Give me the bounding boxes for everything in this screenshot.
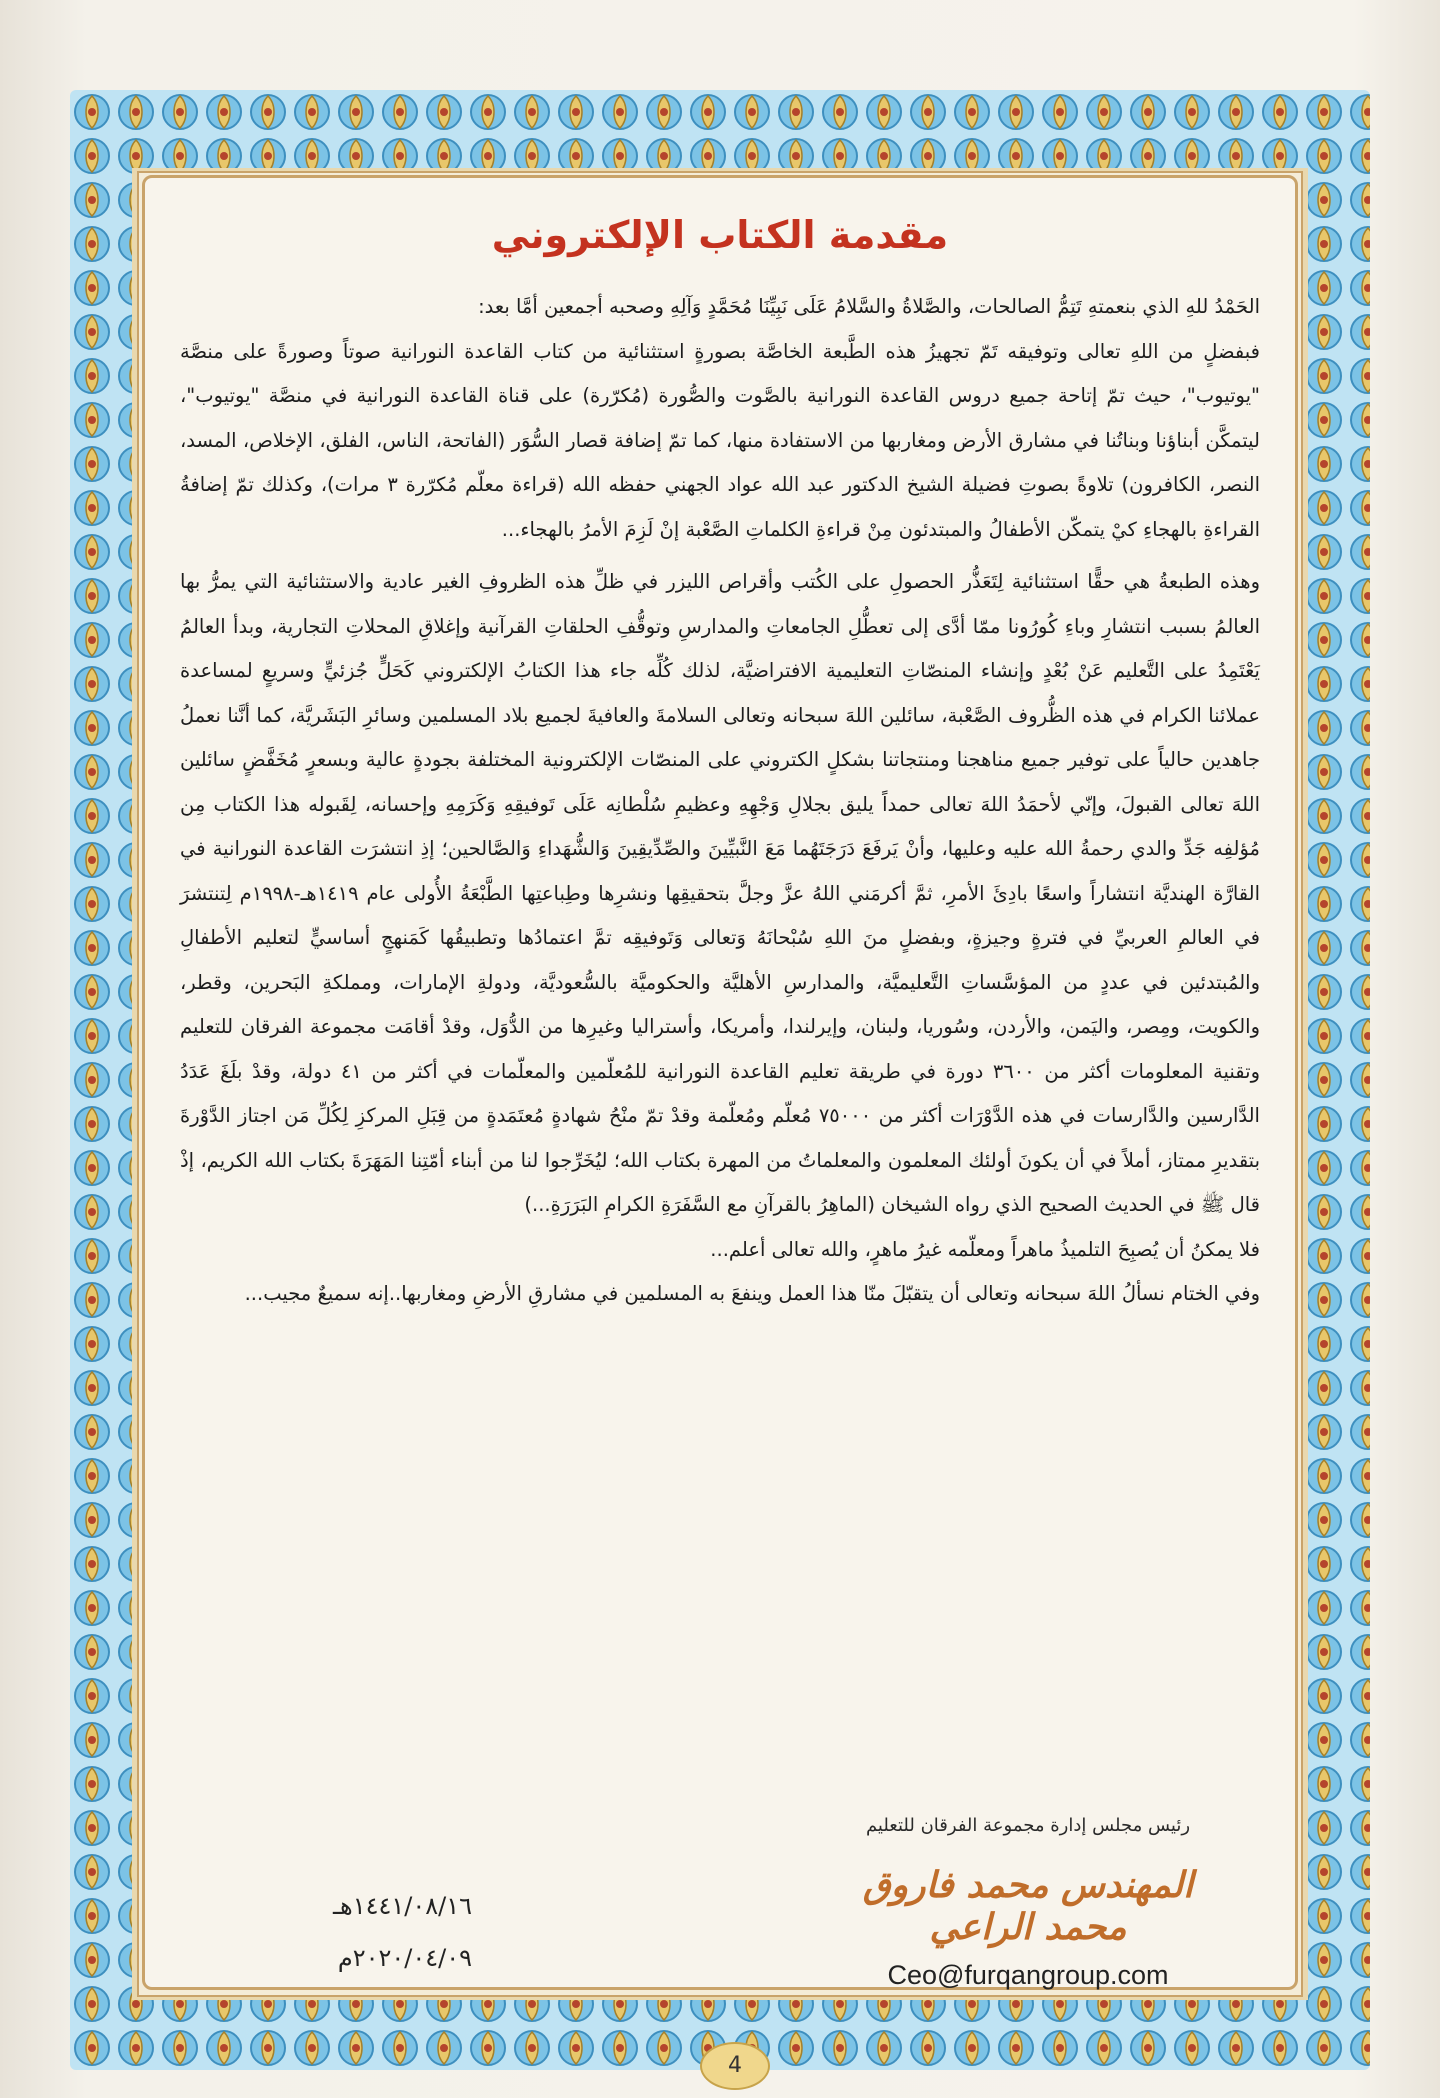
opening-paragraph: الحَمْدُ للهِ الذي بنعمتهِ تَتِمُّ الصالحات، والصَّلاةُ والسَّلامُ عَلَى نَبِيِّنَا مُحَمَّدٍ وَآلِهِ وصحبه أجمعين أمَّا بعد: [478,295,1260,318]
body-text [180,285,1260,1317]
document-content [142,175,1298,1990]
gregorian-date: ٢٠٢٠/٠٤/٠٩م [337,1944,472,1972]
hijri-date: ١٤٤١/٠٨/١٦هـ [333,1892,472,1920]
paragraph-2: وهذه الطبعةُ هي حقًّا استثنائية لِتَعَذُّر الحصولِ على الكُتب وأقراص الليزر في ظلِّ هذه الظروفِ الغير عادية والاستثنائية التي يمرُّ بها العالمُ بسبب انتشارِ وباءِ كُورُونا ممّا أدَّى إلى تعطُّلِ الجامعاتِ والمدارسِ وتوقُّفِ الحلقاتِ القرآنية وإغلاقِ المحلاتِ التجارية، وبدأ العالمُ يَعْتَمِدُ على التَّعليم عَنْ بُعْدٍ وإنشاء المنصّاتِ التعليمية الافتراضيَّة، لذلك كُلِّه جاء هذا الكتابُ الإلكتروني كَحَلٍّ جُزئيٍّ وسريعٍ لمساعدة عملائنا الكرام في هذه الظُّروف الصَّعْبة، سائلين اللهَ سبحانه وتعالى السلامةَ والعافيةَ لجميع بلاد المسلمين وسائرِ البَشَريَّة، كما أنَّنا نعملُ جاهدين حالياً على توفير جميع مناهجنا ومنتجاتنا بشكلٍ الكتروني على المنصّات الإلكترونية المختلفة بجودةٍ عالية وبسعرٍ مُخَفَّضٍ سائلين اللهَ تعالى القبولَ، وإنّي لأحمَدُ اللهَ تعالى حمداً يليق بجلالِ وَجْهِهِ وعظيمِ سُلْطانِه عَلَى تَوفيقِهِ وَكَرَمِهِ وإحسانه، لِقَبوله هذا الكتاب مِن مُؤلفِه جَدِّ والدي رحمةُ الله عليه وعليها، وأنْ يَرفَعَ دَرَجَتَهُما مَعَ النَّبيِّينَ والصِّدِّيقِينَ وَالشُّهَداءِ وَالصَّالحين؛ إذِ انتشرَت القاعدة النورانية في القارَّة الهنديَّة انتشاراً واسعًا بادِئَ الأمرِ، ثمَّ أكرمَني اللهُ عزَّ وجلَّ بتحقيقِها ونشرِها وطِباعتِها الطَّبْعَةُ الأُولى عام ١٤١٩هـ-١٩٩٨م لِتنتشرَ في العالمِ العربيِّ في فترةٍ وجيزةٍ، وبفضلٍ منَ اللهِ سُبْحانَهُ وَتعالى وَتَوفيقِه تمَّ اعتمادُها وتطبيقُها كَمَنهجٍ أساسيٍّ لتعليم الأطفالِ والمُبتدئين في عددٍ من المؤسَّساتِ التَّعليميَّة، والمدارسِ الأهليَّة والحكوميَّة بالسُّعوديَّة، ودولةِ الإمارات، ومملكةِ البَحرين، وقطر، والكويت، ومِصر، واليَمن، والأردن، وسُوريا، ولبنان، وإيرلندا، وأمريكا، وأستراليا وغيرِها من الدُّوَل، وقدْ أقامَت مجموعة الفرقان للتعليم وتقنية المعلومات أكثر من ٣٦٠٠ دورة في طريقة تعليم القاعدة النورانية للمُعلّمين والمعلّمات في أكثر من ٤١ دولة، وقدْ بلَغَ عَدَدُ الدَّارسين والدَّارسات في هذه الدَّوْرَات أكثر من ٧٥٠٠٠ مُعلّم ومُعلّمة وقدْ تمّ منْحُ شهادةٍ مُعتَمَدةٍ من قِبَلِ المركزِ لِكُلِّ مَن اجتاز الدَّوْرةَ بتقديرِ ممتاز، أملاً في أن يكونَ أولئك المعلمون والمعلماتُ من المهرة بكتاب الله؛ ليُخَرِّجوا لنا من أبناء أمّتِنا المَهَرَةَ بكتاب الله الكريم، إذْ قال ﷺ في الحديث الصحيح الذي رواه الشيخان (الماهِرُ بالقرآنِ مع السَّفَرَةِ الكرامِ البَرَرَةِ...) [180,570,1260,1216]
page-number: 4 [700,2042,770,2090]
page-title: مقدمة الكتاب الإلكتروني [491,213,949,257]
paragraph-1: فبفضلٍ من اللهِ تعالى وتوفيقه تَمّ تجهيزُ هذه الطَّبعة الخاصَّة بصورةٍ استثنائية من كتاب القاعدة النورانية صوتاً وصورةً على منصَّة "يوتيوب"، حيث تمّ إتاحة جميع دروس القاعدة النورانية بالصَّوت والصُّورة (مُكرّرة) على قناة القاعدة النورانية في منصَّة "يوتيوب"، ليتمكَّن أبناؤنا وبناتُنا في مشارق الأرض ومغاربها من الاستفادة منها، كما تمّ إضافة قصار السُّوَر (الفاتحة، الناس، الفلق، الإخلاص، المسد، النصر، الكافرون) تلاوةً بصوتِ فضيلة الشيخ الدكتور عبد الله عواد الجهني حفظه الله (قراءة معلّم مُكرّرة ٣ مرات)، وكذلك تمّ إضافةُ القراءةِ بالهجاءِ كيْ يتمكّن الأطفالُ والمبتدئون مِنْ قراءةِ الكلماتِ الصَّعْبة إنْ لَزِمَ الأمرُ بالهجاء... [180,339,1260,541]
paragraph-3: فلا يمكنُ أن يُصبِحَ التلميذُ ماهراً ومعلّمه غيرُ ماهرٍ، والله تعالى أعلم... [710,1237,1260,1261]
date-block [212,1880,472,1984]
signature-block [818,1815,1238,1991]
signatory-role: رئيس مجلس إدارة مجموعة الفرقان للتعليم [865,1815,1191,1836]
closing-paragraph: وفي الختام نسألُ اللهَ سبحانه وتعالى أن يتقبّلَ منّا هذا العمل وينفعَ به المسلمين في مشارقِ الأرضِ ومغاربها..إنه سميعٌ مجيب... [244,1282,1260,1305]
contact-email: Ceo@furqangroup.com [887,1960,1169,1990]
signature-name: المهندس محمد فاروق محمد الراعي [862,1864,1194,1948]
